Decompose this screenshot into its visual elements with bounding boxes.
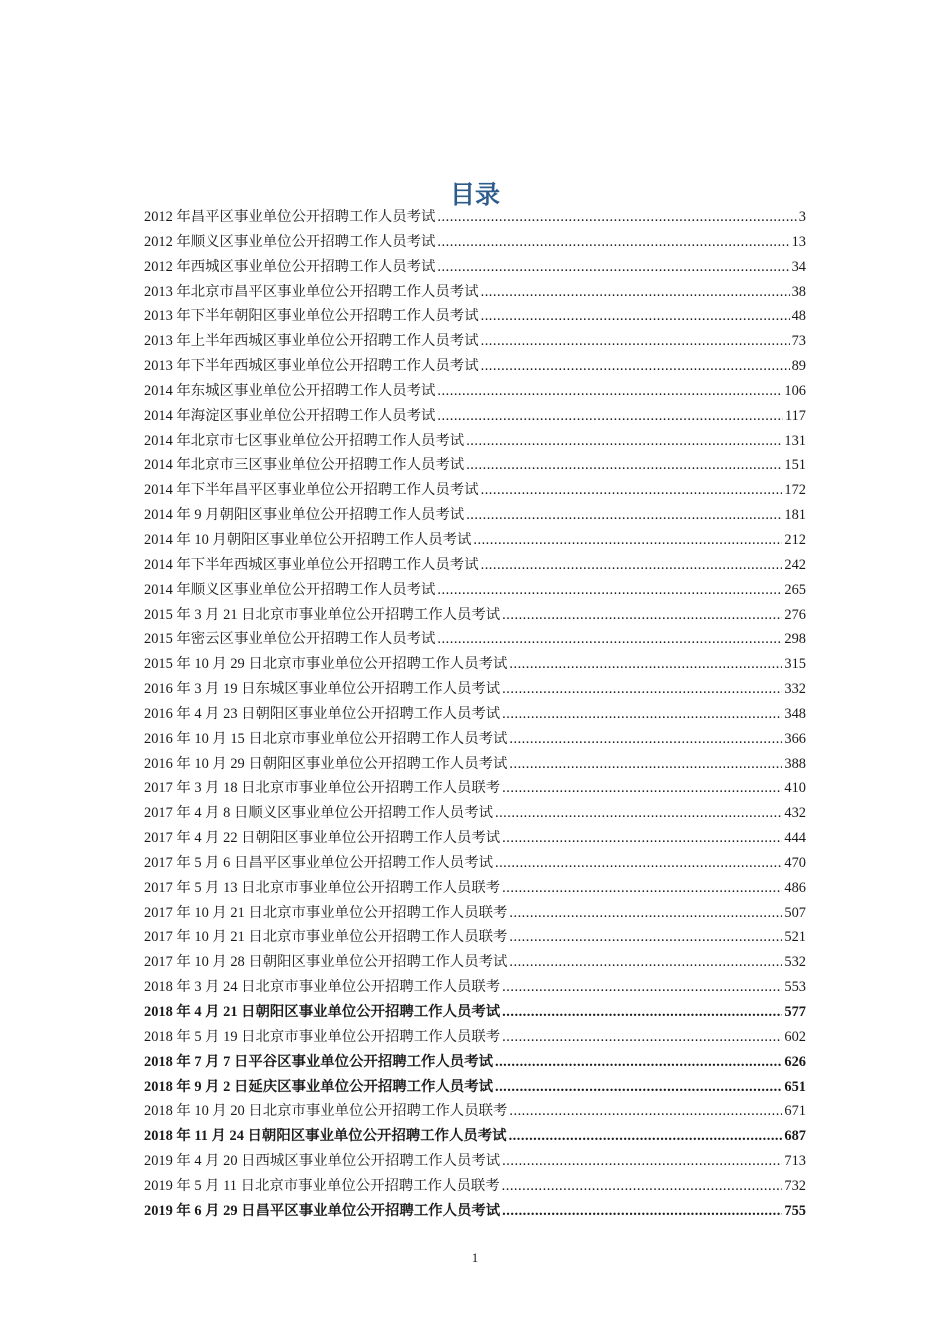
toc-entry[interactable] [144, 1174, 806, 1199]
toc-entry[interactable] [144, 255, 806, 280]
toc-entry-title: 2015 年 3 月 21 日北京市事业单位公开招聘工作人员考试 [144, 606, 501, 623]
toc-entry[interactable] [144, 702, 806, 727]
dot-leader [502, 1000, 782, 1025]
toc-entry-page: 117 [784, 407, 806, 424]
dot-leader [473, 528, 782, 553]
dot-leader [509, 752, 782, 777]
toc-entry-page: 13 [791, 233, 806, 250]
dot-leader [509, 1099, 782, 1124]
dot-leader [437, 578, 782, 603]
dot-leader [502, 1149, 782, 1174]
toc-entry-page: 212 [784, 531, 806, 548]
toc-entry-title: 2014 年 9 月朝阳区事业单位公开招聘工作人员考试 [144, 507, 465, 524]
dot-leader [466, 453, 782, 478]
toc-entry[interactable] [144, 528, 806, 553]
dot-leader [437, 404, 783, 429]
dot-leader [481, 354, 790, 379]
dot-leader [481, 329, 790, 354]
toc-entry[interactable] [144, 280, 806, 305]
toc-entry-title: 2013 年上半年西城区事业单位公开招聘工作人员考试 [144, 333, 479, 350]
toc-entry-title: 2017 年 5 月 13 日北京市事业单位公开招聘工作人员联考 [144, 879, 501, 896]
toc-entry[interactable] [144, 1124, 806, 1149]
dot-leader [481, 553, 783, 578]
toc-entry[interactable] [144, 752, 806, 777]
toc-entry[interactable] [144, 304, 806, 329]
dot-leader [509, 1124, 783, 1149]
toc-entry-page: 577 [784, 1004, 806, 1020]
dot-leader [502, 1025, 782, 1050]
toc-entry-title: 2014 年 10 月朝阳区事业单位公开招聘工作人员考试 [144, 531, 472, 548]
toc-entry-page: 470 [784, 854, 806, 871]
toc-entry-title: 2017 年 4 月 8 日顺义区事业单位公开招聘工作人员考试 [144, 805, 493, 822]
toc-entry-title: 2014 年海淀区事业单位公开招聘工作人员考试 [144, 407, 436, 424]
toc-entry-title: 2016 年 3 月 19 日东城区事业单位公开招聘工作人员考试 [144, 681, 501, 698]
toc-entry[interactable] [144, 851, 806, 876]
page-number: 1 [471, 1250, 479, 1265]
toc-entry-page: 486 [784, 879, 806, 896]
toc-entry-page: 298 [784, 631, 806, 648]
toc-entry-page: 38 [791, 283, 806, 300]
toc-entry-page: 131 [784, 432, 806, 449]
toc-entry[interactable] [144, 1050, 806, 1075]
toc-entry-page: 3 [798, 209, 806, 225]
dot-leader [437, 255, 789, 280]
toc-entry-title: 2019 年 4 月 20 日西城区事业单位公开招聘工作人员考试 [144, 1153, 501, 1170]
toc-entry[interactable] [144, 429, 806, 454]
toc-entry[interactable] [144, 1000, 806, 1025]
toc-entry-page: 507 [784, 904, 806, 921]
toc-entry-title: 2016 年 10 月 15 日北京市事业单位公开招聘工作人员考试 [144, 730, 508, 747]
dot-leader [495, 801, 782, 826]
toc-entry[interactable] [144, 876, 806, 901]
toc-entry-title: 2016 年 10 月 29 日朝阳区事业单位公开招聘工作人员考试 [144, 755, 508, 772]
toc-entry-page: 315 [784, 656, 806, 673]
toc-entry[interactable] [144, 627, 806, 652]
toc-entry[interactable] [144, 1099, 806, 1124]
toc-entry-page: 366 [784, 730, 806, 747]
toc-entry-title: 2014 年北京市三区事业单位公开招聘工作人员考试 [144, 457, 465, 474]
dot-leader [502, 876, 782, 901]
toc-entry-title: 2012 年昌平区事业单位公开招聘工作人员考试 [144, 209, 436, 225]
toc-entry-page: 553 [784, 979, 806, 996]
toc-entry-title: 2015 年密云区事业单位公开招聘工作人员考试 [144, 631, 436, 648]
toc-entry-page: 89 [791, 358, 806, 375]
dot-leader [502, 776, 782, 801]
toc-entry-page: 444 [784, 830, 806, 847]
dot-leader [509, 901, 782, 926]
toc-entry[interactable] [144, 230, 806, 255]
toc-entry[interactable] [144, 329, 806, 354]
toc-entry-page: 172 [784, 482, 806, 499]
toc-entry-title: 2018 年 4 月 21 日朝阳区事业单位公开招聘工作人员考试 [144, 1004, 501, 1020]
toc-entry-title: 2018 年 10 月 20 日北京市事业单位公开招聘工作人员联考 [144, 1103, 508, 1120]
dot-leader [495, 1050, 782, 1075]
toc-entry-title: 2016 年 4 月 23 日朝阳区事业单位公开招聘工作人员考试 [144, 705, 501, 722]
toc-entry[interactable] [144, 1149, 806, 1174]
toc-entry-title: 2015 年 10 月 29 日北京市事业单位公开招聘工作人员考试 [144, 656, 508, 673]
dot-leader [481, 280, 790, 305]
toc-entry-title: 2014 年顺义区事业单位公开招聘工作人员考试 [144, 581, 436, 598]
toc-entry-title: 2013 年下半年朝阳区事业单位公开招聘工作人员考试 [144, 308, 479, 325]
dot-leader [502, 975, 782, 1000]
toc-entry[interactable] [144, 453, 806, 478]
toc-entry[interactable] [144, 503, 806, 528]
toc-entry[interactable] [144, 1199, 806, 1224]
toc-entry-title: 2018 年 9 月 2 日延庆区事业单位公开招聘工作人员考试 [144, 1078, 493, 1095]
dot-leader [502, 603, 782, 628]
toc-entry[interactable] [144, 1075, 806, 1100]
toc-entry-title: 2017 年 5 月 6 日昌平区事业单位公开招聘工作人员考试 [144, 854, 493, 871]
toc-entry-page: 532 [784, 954, 806, 971]
toc-entry[interactable] [144, 950, 806, 975]
toc-entry[interactable] [144, 404, 806, 429]
dot-leader [495, 1075, 782, 1100]
toc-entry-page: 521 [784, 929, 806, 946]
toc-entry[interactable] [144, 478, 806, 503]
toc-entry-page: 151 [784, 457, 806, 474]
toc-entry-title: 2014 年下半年昌平区事业单位公开招聘工作人员考试 [144, 482, 479, 499]
toc-entry-page: 713 [784, 1153, 806, 1170]
dot-leader [437, 205, 796, 230]
toc-entry-title: 2019 年 5 月 11 日北京市事业单位公开招聘工作人员联考 [144, 1177, 500, 1194]
dot-leader [495, 851, 782, 876]
toc-entry-page: 755 [784, 1202, 806, 1219]
dot-leader [481, 478, 783, 503]
toc-entry-page: 410 [784, 780, 806, 797]
toc-entry-page: 732 [784, 1177, 806, 1194]
toc-entry-page: 388 [784, 755, 806, 772]
toc-entry[interactable] [144, 727, 806, 752]
toc-entry[interactable] [144, 776, 806, 801]
toc-entry-title: 2013 年下半年西城区事业单位公开招聘工作人员考试 [144, 358, 479, 375]
toc-entry[interactable] [144, 975, 806, 1000]
toc-entry-page: 106 [784, 382, 806, 399]
dot-leader [466, 429, 782, 454]
toc-entry-title: 2019 年 6 月 29 日昌平区事业单位公开招聘工作人员考试 [144, 1202, 501, 1219]
dot-leader [437, 230, 789, 255]
dot-leader [502, 702, 782, 727]
toc-entry-title: 2017 年 4 月 22 日朝阳区事业单位公开招聘工作人员考试 [144, 830, 501, 847]
dot-leader [437, 379, 782, 404]
toc-entry[interactable] [144, 901, 806, 926]
dot-leader [509, 727, 782, 752]
toc-entry-page: 48 [791, 308, 806, 325]
toc-entry-page: 432 [784, 805, 806, 822]
toc-entry[interactable] [144, 925, 806, 950]
dot-leader [437, 627, 782, 652]
toc-entry-page: 242 [784, 556, 806, 573]
toc-entry-title: 2014 年东城区事业单位公开招聘工作人员考试 [144, 382, 436, 399]
toc-entry[interactable] [144, 1025, 806, 1050]
toc-entry-page: 602 [784, 1028, 806, 1045]
dot-leader [502, 1174, 783, 1199]
toc-entry-title: 2017 年 10 月 21 日北京市事业单位公开招聘工作人员联考 [144, 904, 508, 921]
toc-entry-title: 2018 年 3 月 24 日北京市事业单位公开招聘工作人员联考 [144, 979, 501, 996]
toc-entry-page: 73 [791, 333, 806, 350]
toc-entry-page: 671 [784, 1103, 806, 1120]
toc-entry-title: 2017 年 10 月 21 日北京市事业单位公开招聘工作人员联考 [144, 929, 508, 946]
toc-entry-title: 2012 年顺义区事业单位公开招聘工作人员考试 [144, 233, 436, 250]
toc-entry-title: 2012 年西城区事业单位公开招聘工作人员考试 [144, 258, 436, 275]
toc-entry-page: 626 [784, 1053, 806, 1070]
toc-entry[interactable] [144, 652, 806, 677]
toc-entry-title: 2014 年下半年西城区事业单位公开招聘工作人员考试 [144, 556, 479, 573]
toc-title: 目录 [449, 179, 500, 209]
dot-leader [466, 503, 782, 528]
dot-leader [509, 652, 782, 677]
toc-entry-page: 651 [784, 1078, 806, 1095]
toc-entry-page: 332 [784, 681, 806, 698]
dot-leader [509, 950, 782, 975]
dot-leader [502, 826, 782, 851]
dot-leader [509, 925, 782, 950]
toc-entry-title: 2018 年 5 月 19 日北京市事业单位公开招聘工作人员联考 [144, 1028, 501, 1045]
toc-entry[interactable] [144, 677, 806, 702]
toc-entry[interactable] [144, 379, 806, 404]
toc-entry[interactable] [144, 553, 806, 578]
toc-entry-page: 34 [791, 258, 806, 275]
dot-leader [481, 304, 790, 329]
toc-entry-title: 2017 年 3 月 18 日北京市事业单位公开招聘工作人员联考 [144, 780, 501, 797]
toc-entry-title: 2014 年北京市七区事业单位公开招聘工作人员考试 [144, 432, 465, 449]
dot-leader [502, 1199, 782, 1224]
dot-leader [502, 677, 782, 702]
toc-entry[interactable] [144, 801, 806, 826]
toc-entry[interactable] [144, 578, 806, 603]
toc-entry-page: 687 [784, 1128, 806, 1145]
toc-entry-page: 181 [784, 507, 806, 524]
toc-entry[interactable] [144, 354, 806, 379]
toc-entry[interactable] [144, 205, 806, 230]
toc-entry-page: 276 [784, 606, 806, 623]
toc-entry[interactable] [144, 826, 806, 851]
table-of-contents [144, 205, 806, 1224]
toc-entry-title: 2018 年 11 月 24 日朝阳区事业单位公开招聘工作人员考试 [144, 1128, 507, 1145]
toc-entry-page: 265 [784, 581, 806, 598]
toc-entry[interactable] [144, 603, 806, 628]
toc-entry-title: 2018 年 7 月 7 日平谷区事业单位公开招聘工作人员考试 [144, 1053, 493, 1070]
toc-entry-page: 348 [784, 705, 806, 722]
toc-entry-title: 2017 年 10 月 28 日朝阳区事业单位公开招聘工作人员考试 [144, 954, 508, 971]
toc-entry-title: 2013 年北京市昌平区事业单位公开招聘工作人员考试 [144, 283, 479, 300]
